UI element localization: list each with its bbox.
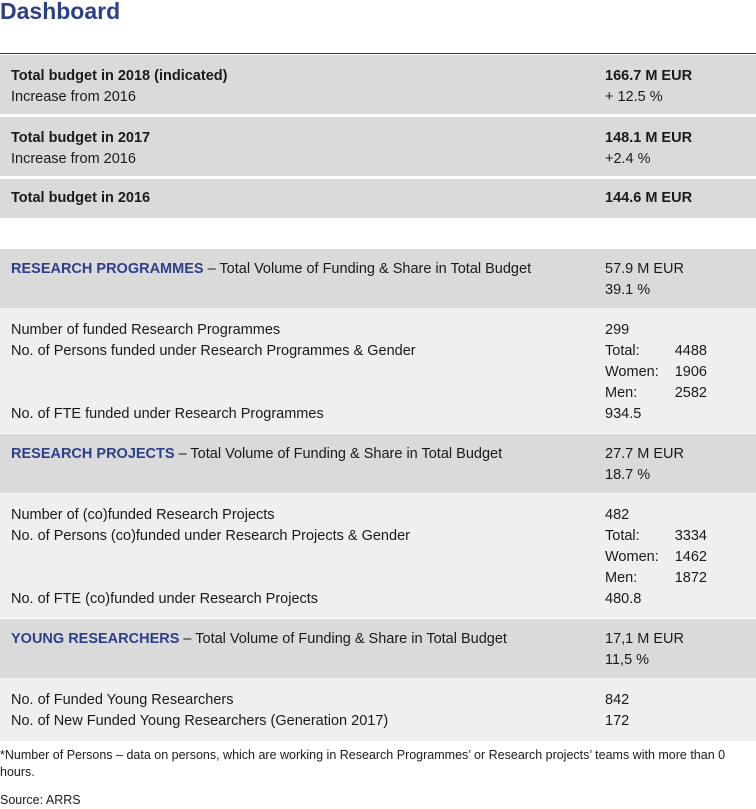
fte-value: 480.8 xyxy=(605,591,642,607)
budget-increase-value: +2.4 % xyxy=(605,151,651,167)
page-title: Dashboard xyxy=(0,0,121,24)
count-value: 299 xyxy=(605,322,630,338)
gender-breakdown xyxy=(605,341,707,404)
total-value: 3334 xyxy=(674,528,707,544)
count-label: Number of (co)funded Research Projects xyxy=(11,507,275,523)
budget-row-2016 xyxy=(0,179,756,218)
section-heading-rest: – Total Volume of Funding & Share in Total Budget xyxy=(203,261,532,277)
new-funded-label: No. of New Funded Young Researchers (Generation 2017) xyxy=(11,713,389,729)
budget-increase-value: + 12.5 % xyxy=(605,89,663,105)
fte-label: No. of FTE (co)funded under Research Projects xyxy=(11,591,319,607)
budget-label: Total budget in 2017 xyxy=(11,130,151,146)
footnote: *Number of Persons – data on persons, which are working in Research Programmes’ or Research projects’ teams with more than 0 hours. xyxy=(0,748,726,779)
budget-increase-label: Increase from 2016 xyxy=(11,89,136,105)
research-programmes-header xyxy=(0,249,756,308)
persons-label: No. of Persons (co)funded under Research Projects & Gender xyxy=(11,528,410,544)
title-divider xyxy=(0,53,756,54)
research-projects-details xyxy=(0,493,756,618)
budget-value: 166.7 M EUR xyxy=(605,68,693,84)
budget-row-2017 xyxy=(0,117,756,176)
women-label: Women: xyxy=(605,364,659,380)
men-label: Men: xyxy=(605,385,638,401)
research-projects-header xyxy=(0,434,756,493)
total-label: Total: xyxy=(605,528,640,544)
men-label: Men: xyxy=(605,570,638,586)
women-value: 1906 xyxy=(674,364,707,380)
women-label: Women: xyxy=(605,549,659,565)
section-heading-rest: – Total Volume of Funding & Share in Total Budget xyxy=(179,631,507,647)
persons-label: No. of Persons funded under Research Programmes & Gender xyxy=(11,343,416,359)
count-label: Number of funded Research Programmes xyxy=(11,322,281,338)
section-heading: YOUNG RESEARCHERS xyxy=(11,631,180,647)
research-programmes-details xyxy=(0,308,756,433)
fte-label: No. of FTE funded under Research Programmes xyxy=(11,406,324,422)
funded-value: 842 xyxy=(605,692,630,708)
source-note: Source: ARRS xyxy=(0,793,81,807)
men-value: 2582 xyxy=(674,385,707,401)
budget-value: 144.6 M EUR xyxy=(605,190,693,206)
women-value: 1462 xyxy=(674,549,707,565)
fte-value: 934.5 xyxy=(605,406,642,422)
total-value: 4488 xyxy=(674,343,707,359)
young-researchers-details xyxy=(0,678,756,741)
budget-row-2018 xyxy=(0,55,756,114)
share-value: 18.7 % xyxy=(605,467,651,483)
section-heading-rest: – Total Volume of Funding & Share in Total Budget xyxy=(174,446,503,462)
gender-breakdown xyxy=(605,526,707,589)
budget-label: Total budget in 2016 xyxy=(11,190,151,206)
budget-increase-label: Increase from 2016 xyxy=(11,151,136,167)
funded-label: No. of Funded Young Researchers xyxy=(11,692,234,708)
section-heading: RESEARCH PROGRAMMES xyxy=(11,261,204,277)
young-researchers-header xyxy=(0,619,756,678)
count-value: 482 xyxy=(605,507,630,523)
share-value: 39.1 % xyxy=(605,282,651,298)
section-heading: RESEARCH PROJECTS xyxy=(11,446,175,462)
total-label: Total: xyxy=(605,343,640,359)
budget-label: Total budget in 2018 (indicated) xyxy=(11,68,228,84)
new-funded-value: 172 xyxy=(605,713,630,729)
funding-value: 27.7 M EUR xyxy=(605,446,684,462)
funding-value: 17,1 M EUR xyxy=(605,631,684,647)
share-value: 11,5 % xyxy=(605,652,650,668)
funding-value: 57.9 M EUR xyxy=(605,261,684,277)
budget-value: 148.1 M EUR xyxy=(605,130,693,146)
men-value: 1872 xyxy=(674,570,707,586)
